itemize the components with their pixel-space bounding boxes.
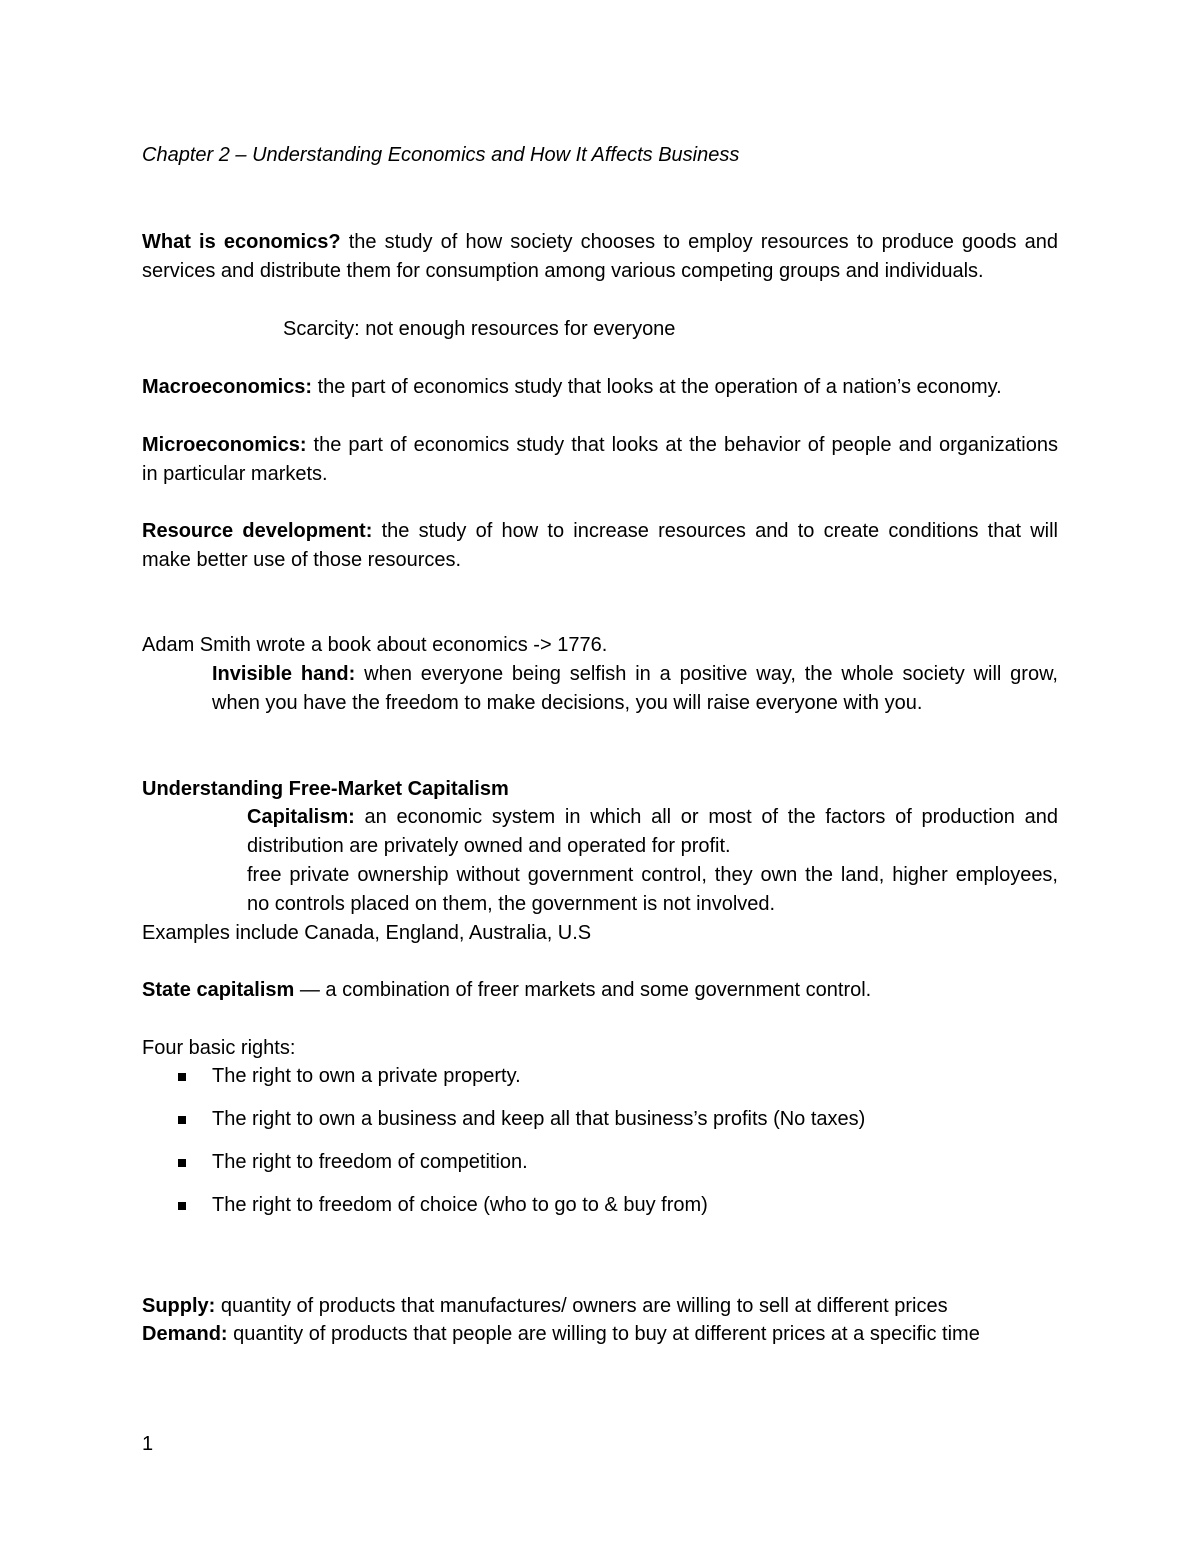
invisible-hand-definition [212,660,1058,718]
rights-heading: Four basic rights: [142,1037,296,1059]
invisible-hand-term: Invisible hand: [212,663,356,685]
macroeconomics-text: the part of economics study that looks at the operation of a nation’s economy. [312,376,1002,398]
capitalism-term: Capitalism: [247,806,355,828]
capitalism-text: an economic system in which all or most of the factors of production and distribution are privately owned and operated for profit. [247,806,1058,857]
capitalism-definition [247,803,1058,861]
square-bullet-icon [178,1116,186,1124]
supply-term: Supply: [142,1295,216,1317]
demand-text: quantity of products that people are willing to buy at different prices at a specific time [227,1323,980,1345]
resource-development-term: Resource development: [142,520,373,542]
square-bullet-icon [178,1202,186,1210]
economics-term: What is economics? [142,231,341,253]
square-bullet-icon [178,1073,186,1081]
economics-definition [142,228,1058,286]
resource-development-text: the study of how to increase resources and to create conditions that will make better use of those resources. [142,520,1059,571]
capitalism-note: free private ownership without government control, they own the land, higher employees, no controls placed on them, the government is not involved. [247,864,1058,915]
state-capitalism-text: — a combination of freer markets and some government control. [294,979,872,1001]
state-capitalism-term: State capitalism [142,979,295,1001]
adam-smith-line: Adam Smith wrote a book about economics -> 1776. [142,634,608,656]
demand-term: Demand: [142,1323,228,1345]
macroeconomics-definition [142,373,1058,402]
chapter-title: Chapter 2 – Understanding Economics and How It Affects Business [142,144,740,166]
page-number: 1 [142,1433,154,1455]
macroeconomics-term: Macroeconomics: [142,376,313,398]
state-capitalism-definition [142,976,1058,1005]
capitalism-examples: Examples include Canada, England, Australia, U.S [142,922,592,944]
microeconomics-text: the part of economics study that looks at the behavior of people and organizations in particular markets. [142,434,1058,485]
supply-definition [142,1292,1058,1321]
demand-definition [142,1320,1058,1349]
supply-text: quantity of products that manufactures/ owners are willing to sell at different prices [215,1295,948,1317]
capitalism-heading: Understanding Free-Market Capitalism [142,778,509,800]
resource-development-definition [142,517,1058,575]
square-bullet-icon [178,1159,186,1167]
scarcity-line: Scarcity: not enough resources for everyone [283,318,676,340]
microeconomics-term: Microeconomics: [142,434,307,456]
microeconomics-definition [142,431,1058,489]
invisible-hand-text: when everyone being selfish in a positive way, the whole society will grow, when you have the freedom to make decisions, you will raise everyone with you. [212,663,1058,714]
economics-text: the study of how society chooses to employ resources to produce goods and services and distribute them for consumption among various competing groups and individuals. [142,231,1058,282]
